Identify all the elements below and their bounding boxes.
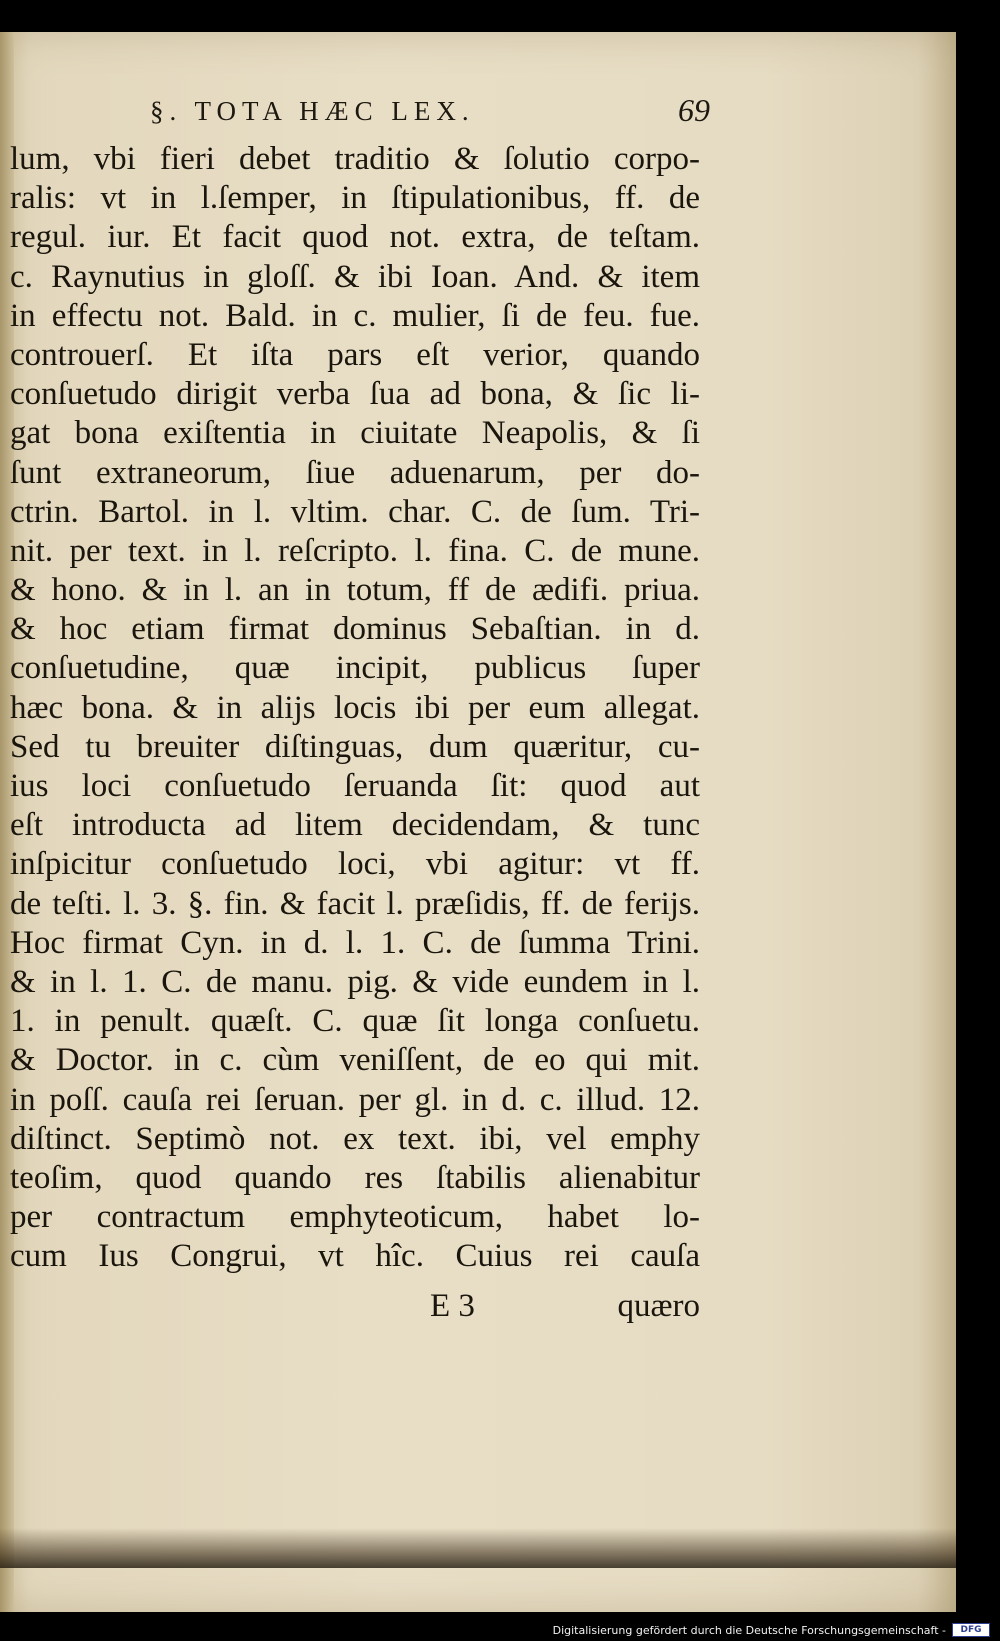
text-line: nit. per text. in l. reſcripto. l. fina. C. de mune. (10, 532, 700, 569)
text-line: & in l. 1. C. de manu. pig. & vide eundem in l. (10, 963, 700, 1000)
text-line: Hoc firmat Cyn. in d. l. 1. C. de ſumma Trini. (10, 924, 700, 961)
text-line: & hono. & in l. an in totum, ff de ædifi. priua. (10, 572, 700, 609)
text-line: & hoc etiam firmat dominus Sebaſtian. in d. (10, 611, 700, 648)
text-line: conſuetudine, quæ incipit, publicus ſuper (10, 650, 700, 687)
catchline (10, 1288, 700, 1328)
text-line: regul. iur. Et facit quod not. extra, de teſtam. (10, 219, 700, 256)
running-head-title: §. TOTA HÆC LEX. (150, 96, 475, 126)
dfg-logo-icon: DFG (952, 1623, 990, 1637)
body-text (10, 140, 700, 1276)
text-line: controuerſ. Et iſta pars eſt verior, quando (10, 336, 700, 373)
text-line: 1. in penult. quæſt. C. quæ ſit longa conſuetu. (10, 1003, 700, 1040)
text-line: gat bona exiſtentia in ciuitate Neapolis, & ſi (10, 415, 700, 452)
text-line: ctrin. Bartol. in l. vltim. char. C. de ſum. Tri- (10, 493, 700, 530)
text-line: teoſim, quod quando res ſtabilis alienabitur (10, 1159, 700, 1196)
text-line: per contractum emphyteoticum, habet lo- (10, 1199, 700, 1236)
digitization-credit: Digitalisierung gefördert durch die Deutsche Forschungsgemeinschaft - (552, 1624, 946, 1637)
text-line: diſtinct. Septimò not. ex text. ibi, vel emphy (10, 1120, 700, 1157)
page-bottom-shadow (0, 1528, 956, 1568)
text-line: cum Ius Congrui, vt hîc. Cuius rei cauſa (10, 1238, 700, 1275)
text-line: in poſſ. cauſa rei ſeruan. per gl. in d. c. illud. 12. (10, 1081, 700, 1118)
signature-mark: E 3 (430, 1288, 475, 1324)
text-line: ralis: vt in l.ſemper, in ſtipulationibus, ff. de (10, 180, 700, 217)
text-line: in effectu not. Bald. in c. mulier, ſi de feu. fue. (10, 297, 700, 334)
text-line: ſunt extraneorum, ſiue aduenarum, per do- (10, 454, 700, 491)
running-head (150, 92, 710, 136)
text-line: c. Raynutius in gloſſ. & ibi Ioan. And. & item (10, 258, 700, 295)
text-line: hæc bona. & in alijs locis ibi per eum allegat. (10, 689, 700, 726)
text-line: conſuetudo dirigit verba ſua ad bona, & ſic li- (10, 376, 700, 413)
text-line: Sed tu breuiter diſtinguas, dum quæritur, cu- (10, 728, 700, 765)
text-line: inſpicitur conſuetudo loci, vbi agitur: vt ff. (10, 846, 700, 883)
text-line: eſt introducta ad litem decidendam, & tunc (10, 807, 700, 844)
text-line: ius loci conſuetudo ſeruanda ſit: quod aut (10, 768, 700, 804)
text-line: & Doctor. in c. cùm veniſſent, de eo qui mit. (10, 1042, 700, 1079)
text-line: lum, vbi fieri debet traditio & ſolutio corpo- (10, 141, 700, 177)
text-line: de teſti. l. 3. §. fin. & facit l. præſidis, ff. de ferijs. (10, 885, 700, 922)
catchword: quæro (617, 1288, 700, 1324)
page-number: 69 (678, 92, 710, 128)
